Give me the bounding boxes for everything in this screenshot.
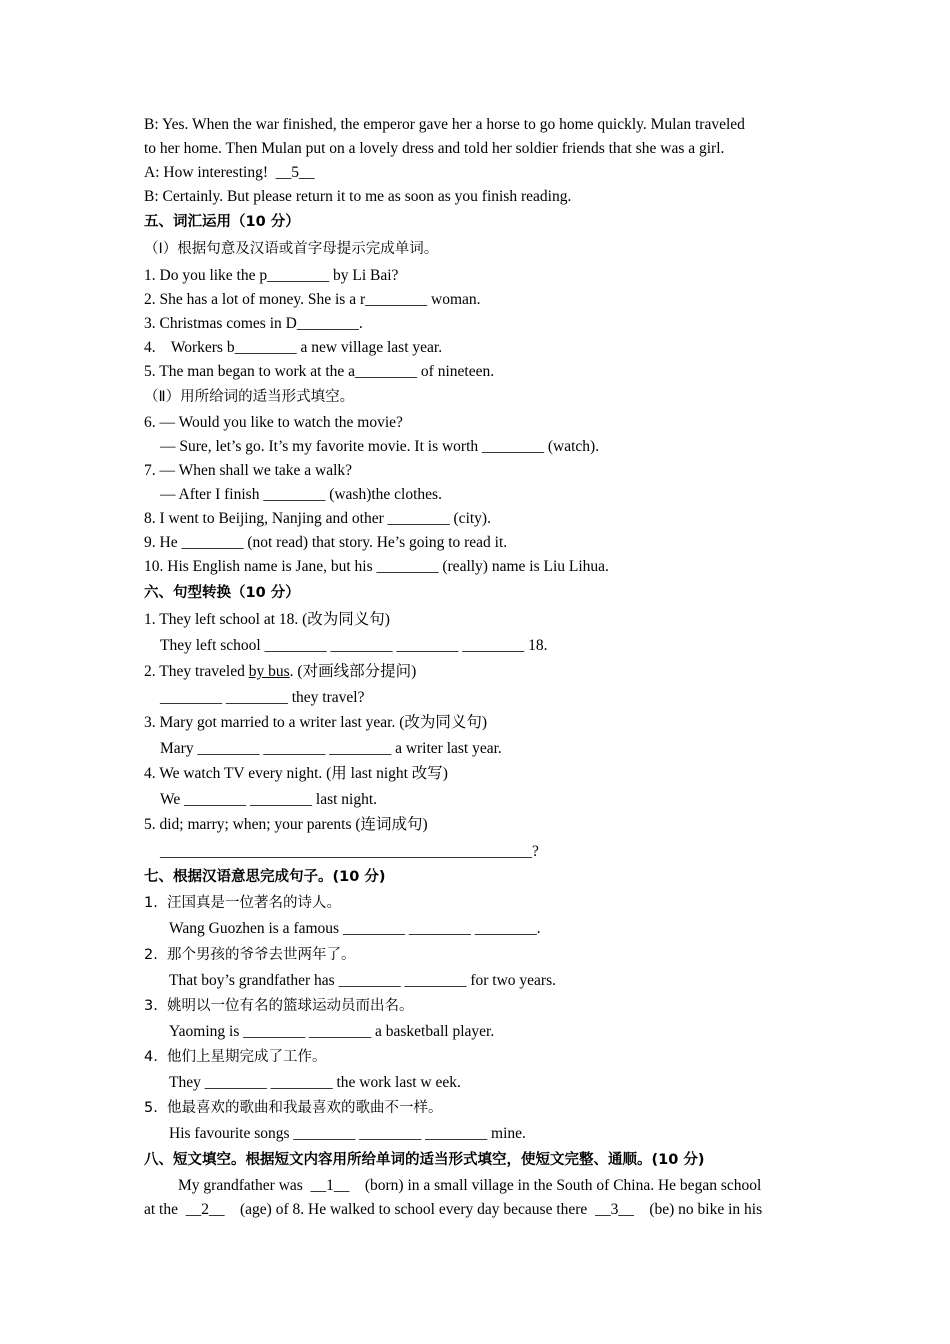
question-5-9: 9. He ________ (not read) that story. He’s going to read it.	[144, 534, 508, 551]
section-7-title: 七、根据汉语意思完成句子。(10 分)	[144, 869, 386, 885]
question-6-5-a: 5. did; marry; when; your parents (连词成句)	[144, 816, 428, 833]
question-5-7-a: 7. — When shall we take a walk?	[144, 462, 353, 479]
question-7-3-a: 3. 姚明以一位有名的篮球运动员而出名。	[144, 998, 414, 1014]
blank-2: __2__	[185, 1201, 225, 1218]
section-8-title: 八、短文填空。根据短文内容用所给单词的适当形式填空，使短文完整、通顺。(10 分)	[144, 1152, 705, 1168]
question-6-3-b: Mary ________ ________ ________ a writer last year.	[160, 740, 502, 757]
question-5-5: 5. The man began to work at the a________ of nineteen.	[144, 363, 495, 380]
question-5-10: 10. His English name is Jane, but his ________ (really) name is Liu Lihua.	[144, 558, 609, 575]
dialogue-line-4: B: Certainly. But please return it to me as soon as you finish reading.	[144, 188, 572, 205]
question-6-5-b: ________________________________________________?	[160, 843, 539, 860]
question-7-1-b: Wang Guozhen is a famous ________ ________ ________.	[169, 920, 541, 937]
passage-text: (be) no bike in his	[633, 1201, 763, 1218]
passage-line-1	[178, 1176, 761, 1196]
question-5-3: 3. Christmas comes in D________.	[144, 315, 363, 332]
question-6-2-b: ________ ________ they travel?	[160, 689, 365, 706]
dialogue-line-2: to her home. Then Mulan put on a lovely dress and told her soldier friends that she was a girl.	[144, 140, 725, 157]
question-5-4: 4. Workers b________ a new village last year.	[144, 339, 443, 356]
blank-1: __1__	[310, 1177, 350, 1194]
passage-text: (born) in a small village in the South of China. He began school	[349, 1177, 762, 1194]
question-text: 2. They traveled	[144, 663, 249, 680]
question-6-2-a	[144, 662, 416, 682]
question-6-3-a: 3. Mary got married to a writer last year. (改为同义句)	[144, 714, 488, 731]
dialogue-line-3	[144, 163, 314, 183]
dialogue-text: A: How interesting!	[144, 164, 276, 181]
question-7-2-a: 2. 那个男孩的爷爷去世两年了。	[144, 947, 356, 963]
question-7-3-b: Yaoming is ________ ________ a basketball player.	[169, 1023, 495, 1040]
passage-line-2	[144, 1200, 762, 1220]
question-6-4-a: 4. We watch TV every night. (用 last night 改写)	[144, 765, 448, 782]
question-7-5-a: 5. 他最喜欢的歌曲和我最喜欢的歌曲不一样。	[144, 1100, 443, 1116]
section-5-part-1-instruction: （Ⅰ）根据句意及汉语或首字母提示完成单词。	[144, 241, 439, 257]
passage-text: (age) of 8. He walked to school every day because there	[224, 1201, 596, 1218]
question-6-1-b: They left school ________ ________ ________ ________ 18.	[160, 637, 548, 654]
question-7-4-a: 4. 他们上星期完成了工作。	[144, 1049, 327, 1065]
dialogue-line-1: B: Yes. When the war finished, the emperor gave her a horse to go home quickly. Mulan traveled	[144, 116, 745, 133]
blank-5: __5__	[275, 164, 315, 181]
section-5-title: 五、词汇运用（10 分）	[144, 214, 300, 230]
question-5-7-b: — After I finish ________ (wash)the clothes.	[160, 486, 442, 503]
question-5-6-b: — Sure, let’s go. It’s my favorite movie. It is worth ________ (watch).	[160, 438, 600, 455]
question-5-1: 1. Do you like the p________ by Li Bai?	[144, 267, 399, 284]
passage-text: My grandfather was	[178, 1177, 311, 1194]
question-7-5-b: His favourite songs ________ ________ ________ mine.	[169, 1125, 526, 1142]
question-5-8: 8. I went to Beijing, Nanjing and other ________ (city).	[144, 510, 491, 527]
question-instruction: . (对画线部分提问)	[289, 663, 417, 680]
section-6-title: 六、句型转换（10 分）	[144, 585, 300, 601]
section-5-part-2-instruction: （Ⅱ）用所给词的适当形式填空。	[144, 389, 355, 405]
question-7-2-b: That boy’s grandfather has ________ ________ for two years.	[169, 972, 556, 989]
blank-3: __3__	[595, 1201, 634, 1218]
question-5-6-a: 6. — Would you like to watch the movie?	[144, 414, 403, 431]
question-5-2: 2. She has a lot of money. She is a r________ woman.	[144, 291, 481, 308]
question-6-1-a: 1. They left school at 18. (改为同义句)	[144, 611, 390, 628]
question-6-4-b: We ________ ________ last night.	[160, 791, 378, 808]
underlined-phrase: by bus	[248, 663, 290, 680]
passage-text: at the	[144, 1201, 186, 1218]
question-7-4-b: They ________ ________ the work last w eek.	[169, 1074, 461, 1091]
question-7-1-a: 1. 汪国真是一位著名的诗人。	[144, 895, 342, 911]
